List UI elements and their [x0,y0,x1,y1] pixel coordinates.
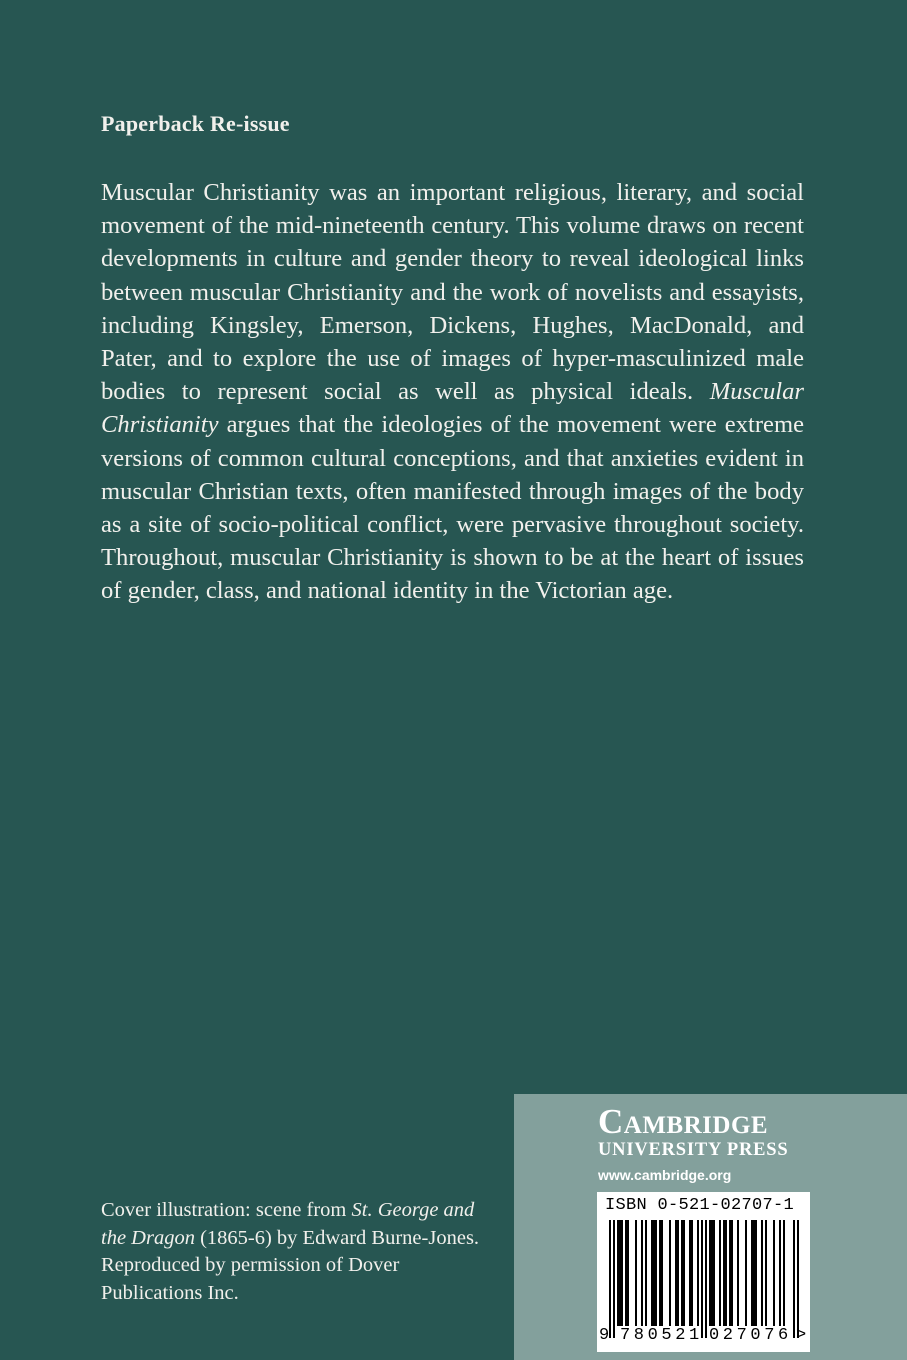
isbn-label: ISBN 0-521-02707-1 [605,1196,795,1215]
barcode-bar [793,1220,795,1338]
credit-prefix: Cover illustration: scene from [101,1199,352,1221]
barcode-bar [659,1220,661,1326]
barcode-bar [609,1220,611,1338]
cover-illustration-credit [101,1197,496,1307]
barcode-bar [683,1220,685,1326]
barcode-box [597,1192,810,1352]
barcode-bar [773,1220,775,1326]
barcode-bar [711,1220,713,1326]
barcode-bar [731,1220,733,1326]
credit-suffix: (1865-6) by Edward Burne-Jones. Reproduced by permission of Dover Publications Inc. [101,1226,480,1304]
barcode-bar [725,1220,727,1326]
barcode-bar [753,1220,755,1326]
barcode-right-digits: 027076 [709,1326,792,1345]
barcode-bar [737,1220,739,1326]
barcode-left-digits: 780521 [620,1326,703,1345]
barcode-bar [669,1220,671,1326]
barcode-bar [653,1220,655,1326]
barcode-bar [745,1220,747,1326]
barcode-lead-digit: 9 [599,1326,610,1345]
barcode-bar [729,1220,731,1326]
barcode-bar [627,1220,629,1326]
barcode-bar [641,1220,643,1326]
blurb-text-start: Muscular Christianity was an important religious, literary, and social movement of the mid-nineteenth century. This volume draws on recent developments in culture and gender theory to reveal ideological links between muscular Christianity and the work of novelists and essayists, including Kingsley, Emerson, Dickens, Hughes, MacDonald, and Pater, and to explore the use of images of hyper-masculinized male bodies to represent social as well as physical ideals. [101,179,804,406]
barcode-bar [619,1220,621,1326]
barcode-bar [675,1220,677,1326]
barcode-bar [761,1220,763,1326]
barcode-bar [723,1220,725,1326]
barcode-bar [617,1220,619,1326]
barcode-bar [765,1220,767,1326]
barcode-end-mark: > [796,1326,807,1345]
barcode-bar [655,1220,657,1326]
barcode-bar [613,1220,615,1338]
barcode-bar [697,1220,699,1326]
blurb-paragraph [101,176,804,608]
barcode-bar [661,1220,663,1326]
barcode-bar [645,1220,647,1326]
barcode-bar [797,1220,799,1338]
barcode-bar [677,1220,679,1326]
publisher-subtitle: UNIVERSITY PRESS [598,1140,789,1160]
barcode-bar [691,1220,693,1326]
barcode-bar [779,1220,781,1326]
barcode-bar [625,1220,627,1326]
barcode-bar [719,1220,721,1326]
barcode-bar [705,1220,707,1338]
barcode-bar [681,1220,683,1326]
barcode-bar [713,1220,715,1326]
credit-artwork-title: St. George and the Dragon [101,1199,475,1249]
barcode-bar [621,1220,623,1326]
blurb-text-end: argues that the ideologies of the movement were extreme versions of common cultural conceptions, and that anxieties evident in muscular Christian texts, often manifested through images of the body as a site of socio-political conflict, were pervasive throughout society. Throughout, muscular Christianity is shown to be at the heart of issues of gender, class, and national identity in the Victorian age. [101,411,804,605]
barcode-bar [783,1220,785,1326]
barcode-bar [701,1220,703,1338]
publisher-panel [514,1094,907,1360]
publisher-website: www.cambridge.org [598,1167,732,1183]
barcode-bar [689,1220,691,1326]
barcode-bar [651,1220,653,1326]
blurb-book-title: Muscular Christianity [101,378,804,439]
barcode-bar [755,1220,757,1326]
edition-label: Paperback Re-issue [101,111,290,136]
barcode-bar [709,1220,711,1326]
publisher-name: Cambridge [598,1102,769,1141]
barcode-bar [635,1220,637,1326]
barcode-bar [751,1220,753,1326]
